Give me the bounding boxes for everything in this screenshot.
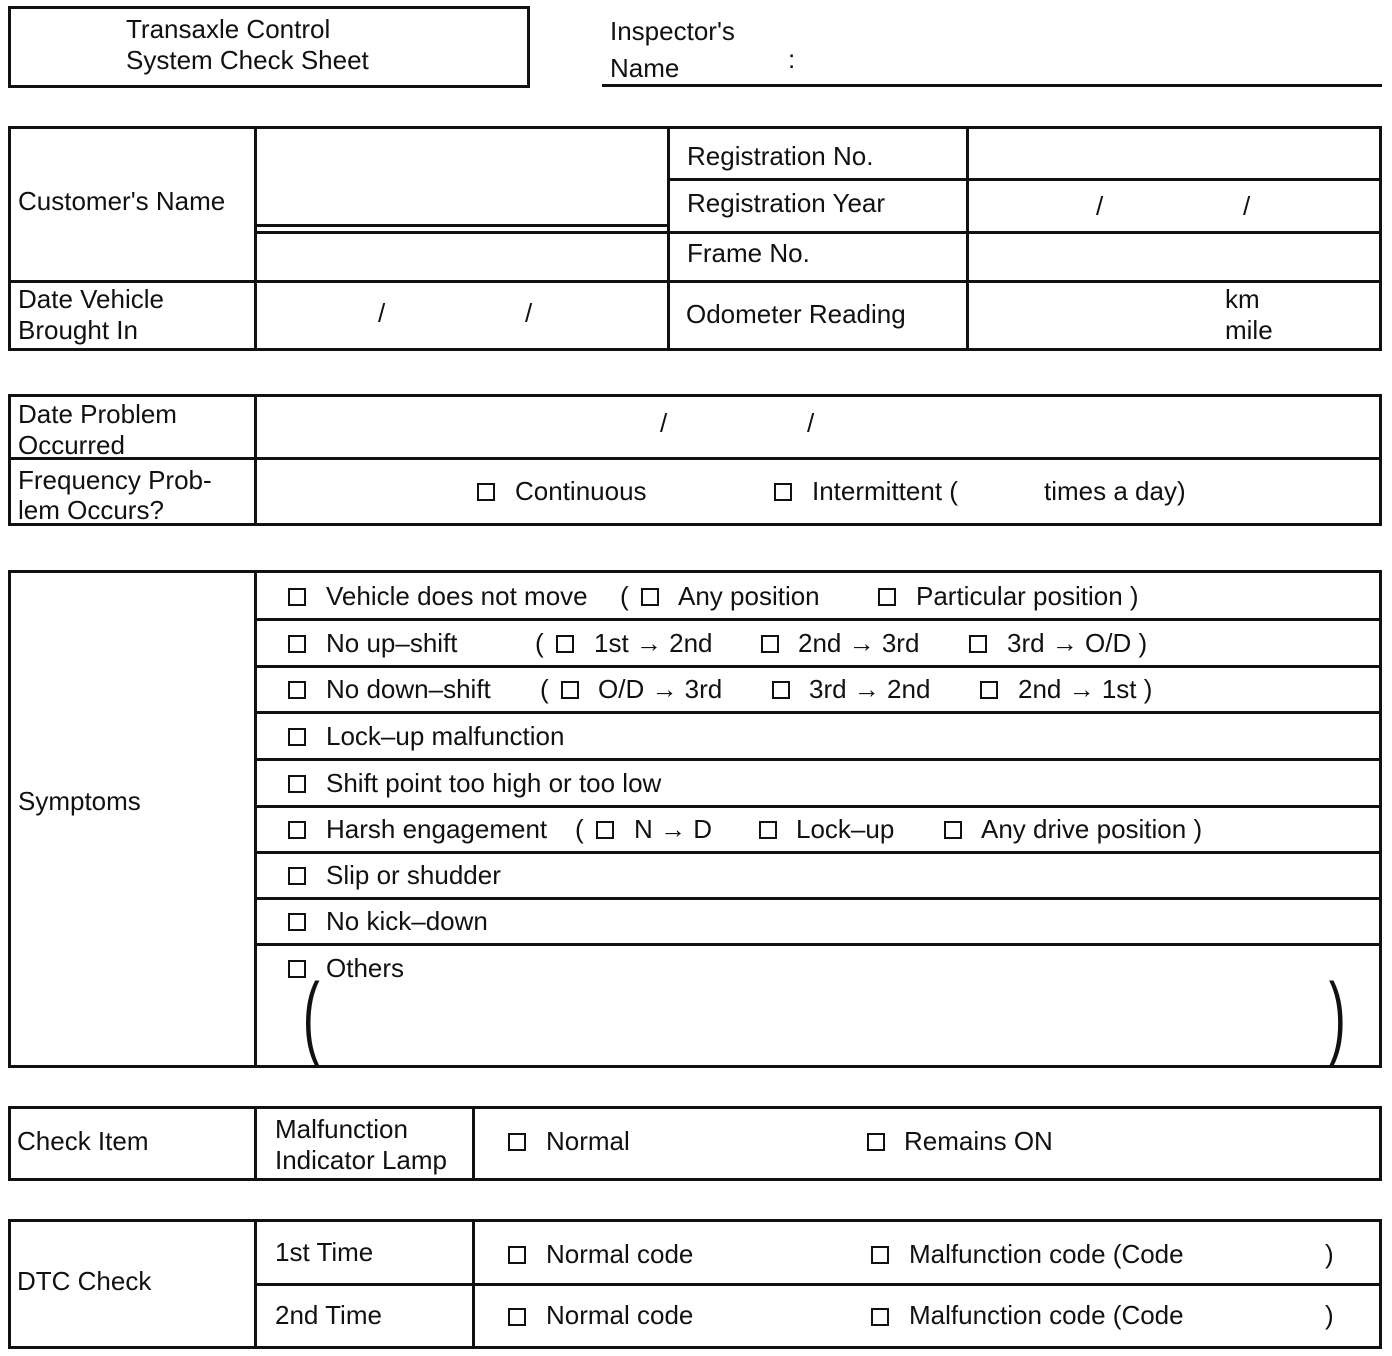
harsh-any-drive-checkbox[interactable] [944,821,962,839]
up-3rd-od-checkbox[interactable] [969,635,987,653]
no-up-shift-checkbox[interactable] [288,635,306,653]
up-2nd-3rd-label: 2nd → 3rd [798,628,920,658]
date-occurred-label-2: Occurred [18,430,125,460]
registration-no-field[interactable] [970,129,1378,177]
divider [667,126,670,351]
mil-normal-label: Normal [546,1126,630,1156]
no-down-shift-label: No down–shift [326,674,491,704]
mil-label-2: Indicator Lamp [275,1145,447,1175]
paren-open: ( [575,814,584,844]
date-brought-in-label-2: Brought In [18,315,138,345]
paren-open: ( [620,581,629,611]
down-od-3rd-checkbox[interactable] [561,681,579,699]
up-2nd-3rd-checkbox[interactable] [761,635,779,653]
dtc-second-malfunction-checkbox[interactable] [871,1308,889,1326]
no-down-shift-checkbox[interactable] [288,681,306,699]
check-item-table [8,1106,1382,1181]
divider [254,570,257,1068]
continuous-checkbox[interactable] [477,483,495,501]
intermittent-checkbox[interactable] [774,483,792,501]
lock-up-malfunction-label: Lock–up malfunction [326,721,565,751]
no-up-shift-label: No up–shift [326,628,458,658]
registration-no-label: Registration No. [687,141,874,171]
frequency-label-1: Frequency Prob- [18,465,212,495]
vehicle-does-not-move-label: Vehicle does not move [326,581,588,611]
dtc-check-label: DTC Check [17,1266,152,1296]
dtc-first-close-paren: ) [1325,1239,1334,1269]
odometer-unit-mile: mile [1225,315,1273,345]
dtc-first-time-label: 1st Time [275,1237,374,1267]
check-item-label: Check Item [17,1126,149,1156]
divider [254,897,1382,900]
others-paren-left: ( [302,965,320,1067]
divider [8,280,1382,283]
harsh-lock-up-checkbox[interactable] [759,821,777,839]
dtc-first-normal-checkbox[interactable] [508,1246,526,1264]
paren-open: ( [535,628,544,658]
inspector-name-field[interactable] [602,84,1382,87]
intermittent-label: Intermittent ( [812,476,958,506]
registration-year-slash-1: / [1096,191,1104,221]
up-1st-2nd-checkbox[interactable] [556,635,574,653]
up-3rd-od-label: 3rd → O/D ) [1007,628,1148,658]
divider [254,1106,257,1181]
divider [254,711,1382,714]
customer-name-field[interactable] [258,129,664,223]
title-line-2: System Check Sheet [126,45,369,75]
title-line-1: Transaxle Control [126,14,331,44]
others-paren-right: ) [1328,965,1346,1067]
divider [254,758,1382,761]
harsh-engagement-label: Harsh engagement [326,814,548,844]
frequency-label-2: lem Occurs? [18,495,164,525]
divider [254,618,1382,621]
divider [254,126,257,351]
dtc-second-normal-checkbox[interactable] [508,1308,526,1326]
inspector-colon: : [788,44,796,74]
registration-year-slash-2: / [1243,191,1251,221]
dtc-second-malfunction-label: Malfunction code (Code [909,1300,1184,1330]
odometer-unit-km: km [1225,284,1260,314]
down-od-3rd-label: O/D → 3rd [598,674,723,704]
no-kick-down-checkbox[interactable] [288,913,306,931]
slip-shudder-checkbox[interactable] [288,867,306,885]
harsh-any-drive-label: Any drive position ) [981,814,1203,844]
mil-remains-on-checkbox[interactable] [867,1133,885,1151]
dtc-first-normal-label: Normal code [546,1239,694,1269]
divider [8,457,1382,460]
inspector-label-line-2: Name [610,53,680,83]
inspector-label-line-1: Inspector's [610,16,735,46]
others-label: Others [326,953,405,983]
down-2nd-1st-checkbox[interactable] [980,681,998,699]
divider [254,394,257,526]
date-occurred-slash-1: / [660,408,668,438]
continuous-label: Continuous [515,476,647,506]
particular-position-label: Particular position ) [916,581,1139,611]
date-occurred-label-1: Date Problem [18,399,177,429]
divider [966,126,969,351]
divider [254,224,667,227]
lock-up-malfunction-checkbox[interactable] [288,728,306,746]
odometer-label: Odometer Reading [686,299,906,329]
date-brought-in-label-1: Date Vehicle [18,284,164,314]
divider [254,851,1382,854]
mil-label-1: Malfunction [275,1114,408,1144]
harsh-n-d-label: N → D [634,814,712,844]
any-position-checkbox[interactable] [641,588,659,606]
down-3rd-2nd-label: 3rd → 2nd [809,674,931,704]
divider [254,665,1382,668]
slip-shudder-label: Slip or shudder [326,860,501,890]
particular-position-checkbox[interactable] [878,588,896,606]
any-position-label: Any position [678,581,820,611]
divider [254,805,1382,808]
divider [254,1283,1382,1286]
paren-open: ( [540,674,549,704]
dtc-second-normal-label: Normal code [546,1300,694,1330]
frame-no-field[interactable] [970,234,1378,279]
date-brought-in-slash-2: / [525,298,533,328]
no-kick-down-label: No kick–down [326,906,488,936]
divider [667,178,1382,181]
down-3rd-2nd-checkbox[interactable] [772,681,790,699]
date-brought-in-slash-1: / [378,298,386,328]
dtc-second-time-label: 2nd Time [275,1300,382,1330]
others-text-field[interactable] [330,985,1320,1055]
shift-point-checkbox[interactable] [288,775,306,793]
times-a-day-label: times a day) [1044,476,1186,506]
harsh-engagement-checkbox[interactable] [288,821,306,839]
shift-point-label: Shift point too high or too low [326,768,662,798]
up-1st-2nd-label: 1st → 2nd [594,628,713,658]
mil-remains-on-label: Remains ON [904,1126,1053,1156]
harsh-n-d-checkbox[interactable] [596,821,614,839]
dtc-first-malfunction-label: Malfunction code (Code [909,1239,1184,1269]
mil-normal-checkbox[interactable] [508,1133,526,1151]
divider [254,943,1382,946]
divider [472,1106,475,1181]
symptoms-label: Symptoms [18,786,141,816]
registration-year-label: Registration Year [687,188,886,218]
dtc-first-malfunction-checkbox[interactable] [871,1246,889,1264]
date-occurred-slash-2: / [807,408,815,438]
down-2nd-1st-label: 2nd → 1st ) [1018,674,1153,704]
customer-name-label: Customer's Name [18,186,226,216]
frame-no-label: Frame No. [687,238,810,268]
vehicle-does-not-move-checkbox[interactable] [288,588,306,606]
harsh-lock-up-label: Lock–up [796,814,895,844]
dtc-second-close-paren: ) [1325,1300,1334,1330]
